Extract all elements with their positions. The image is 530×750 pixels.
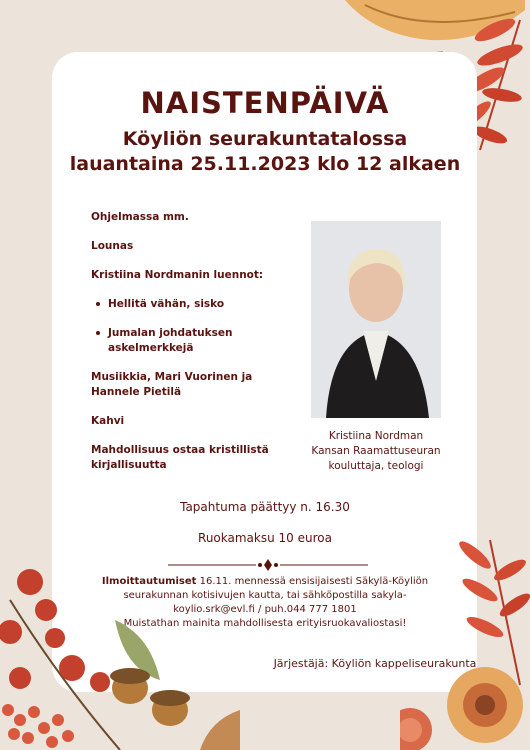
meal-fee: Ruokamaksu 10 euroa [198, 531, 332, 545]
program-lecture-1: Hellitä vähän, sisko [108, 297, 288, 312]
registration-info: Ilmoittautumiset 16.11. mennessä ensisijaisesti Säkylä-Köyliön seurakunnan kotisivujen kautta, tai sähköpostilla sakyla- koylio.srk@evl.fi / puh.044 777 1801 Muistathan mainita mahdollisesta erityisruokavaliostasi! [101, 576, 429, 629]
program-lectures-heading: Kristiina Nordmanin luennot: [91, 269, 264, 281]
berries-acorns-decoration [0, 560, 240, 750]
photo-caption-org: Kansan Raamattuseuran [311, 445, 441, 457]
event-end-time: Tapahtuma päättyy n. 16.30 [180, 500, 350, 514]
leaves-flower-decoration [400, 535, 530, 750]
program-music: Musiikkia, Mari Vuorinen ja Hannele Pietilä [91, 371, 253, 398]
photo-caption-role: kouluttaja, teologi [328, 460, 424, 472]
program-lecture-2: Jumalan johdatuksen askelmerkkejä [108, 326, 288, 356]
subtitle-date: lauantaina 25.11.2023 klo 12 alkaen [69, 153, 461, 175]
subtitle-location: Köyliön seurakuntatalossa [122, 128, 408, 150]
program-lunch: Lounas [91, 240, 134, 252]
program-heading: Ohjelmassa mm. [91, 211, 189, 223]
program-coffee: Kahvi [91, 415, 125, 427]
page-title: NAISTENPÄIVÄ [140, 86, 390, 120]
organizer: Järjestäjä: Köyliön kappeliseurakunta [273, 657, 477, 670]
speaker-photo [311, 221, 441, 418]
program-books: Mahdollisuus ostaa kristillistä kirjallisuutta [91, 444, 269, 471]
photo-caption-name: Kristiina Nordman [328, 430, 424, 442]
